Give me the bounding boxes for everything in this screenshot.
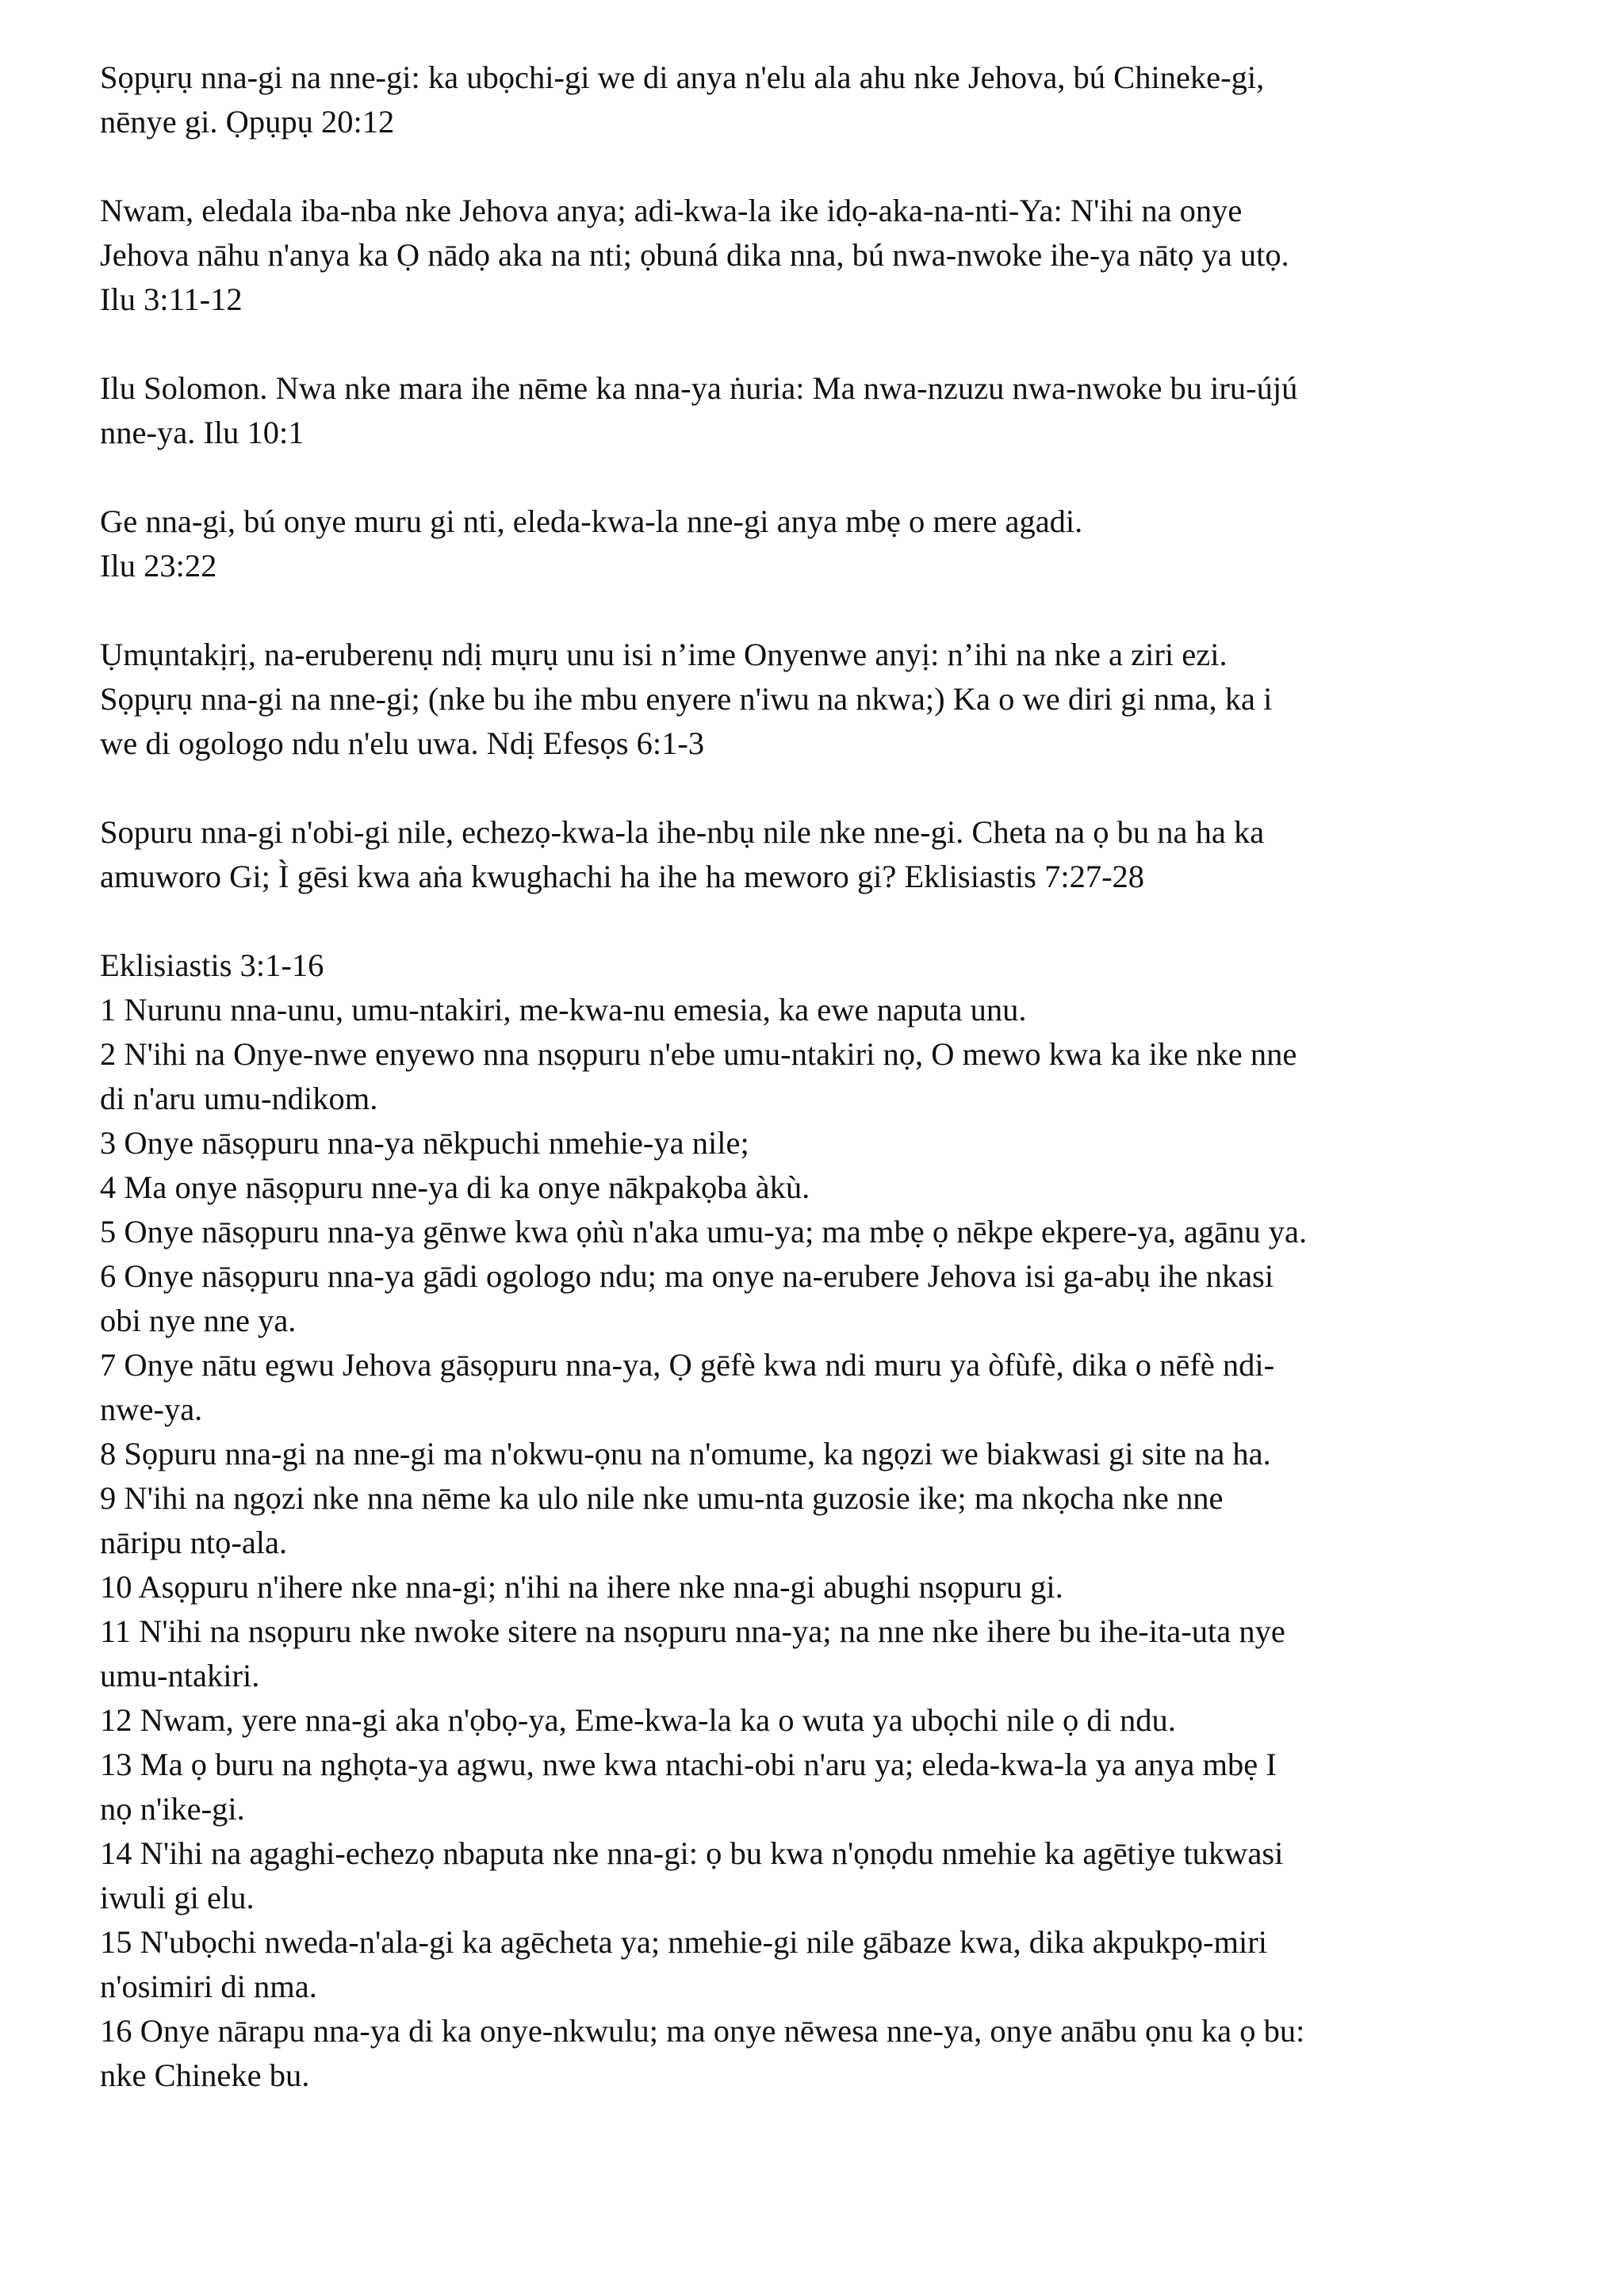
text-line: Ụmụntakịrị, na-eruberenụ ndị mụrụ unu isi n’ime Onyenwe anyị: n’ihi na nke a ziri ezi. [100, 637, 1228, 672]
verse-line: 10 Asọpuru n'ihere nke nna-gi; n'ihi na ihere nke nna-gi abughi nsọpuru gi. [100, 1569, 1063, 1605]
verse-line: 12 Nwam, yere nna-gi aka n'ọbọ-ya, Eme-kwa-la ka o wuta ya ubọchi nile ọ di ndu. [100, 1702, 1176, 1738]
text-line: nne-ya. Ilu 10:1 [100, 415, 304, 450]
verse-line: nke Chineke bu. [100, 2057, 310, 2093]
text-line: Jehova nāhu n'anya ka Ọ nādọ aka na nti; ọbuná dika nna, bú nwa-nwoke ihe-ya nātọ ya utọ. [100, 237, 1289, 273]
verse-line: 13 Ma ọ buru na nghọta-ya agwu, nwe kwa ntachi-obi n'aru ya; eleda-kwa-la ya anya mbẹ I [100, 1747, 1277, 1782]
paragraph-proverbs-3 [100, 189, 1559, 322]
verse-line: di n'aru umu-ndikom. [100, 1081, 378, 1116]
text-line: Sopuru nna-gi n'obi-gi nile, echezọ-kwa-la ihe-nbụ nile nke nne-gi. Cheta na ọ bu na ha ka [100, 814, 1265, 850]
paragraph-ecclesiasticus-7 [100, 810, 1559, 899]
verse-line: 4 Ma onye nāsọpuru nne-ya di ka onye nākpakọba àkù. [100, 1169, 810, 1205]
paragraph-proverbs-10 [100, 366, 1559, 455]
verse-line: 15 N'ubọchi nweda-n'ala-gi ka agēcheta ya; nmehie-gi nile gābaze kwa, dika akpukpọ-miri [100, 1924, 1268, 1960]
text-line: nēnye gi. Ọpụpụ 20:12 [100, 104, 395, 140]
document-page [100, 55, 1559, 2098]
verse-line: iwuli gi elu. [100, 1880, 255, 1915]
verse-line: nọ n'ike-gi. [100, 1791, 245, 1827]
verse-line: nāripu ntọ-ala. [100, 1525, 288, 1560]
verse-line: 7 Onye nātu egwu Jehova gāsọpuru nna-ya, Ọ gēfè kwa ndi muru ya òfùfè, dika o nēfè ndi- [100, 1347, 1275, 1383]
verse-line: obi nye nne ya. [100, 1303, 297, 1338]
verse-line: 6 Onye nāsọpuru nna-ya gādi ogologo ndu; ma onye na-erubere Jehova isi ga-abụ ihe nkasi [100, 1258, 1274, 1294]
text-line: Ge nna-gi, bú onye muru gi nti, eleda-kwa-la nne-gi anya mbẹ o mere agadi. [100, 503, 1083, 539]
verse-line: 8 Sọpuru nna-gi na nne-gi ma n'okwu-ọnu na n'omume, ka ngọzi we biakwasi gi site na ha. [100, 1436, 1271, 1471]
paragraph-exodus [100, 55, 1559, 144]
verse-line: 16 Onye nārapu nna-ya di ka onye-nkwulu; ma onye nēwesa nne-ya, onye anābu ọnu ka ọ bu: [100, 2013, 1305, 2049]
verse-line: 5 Onye nāsọpuru nna-ya gēnwe kwa ọṅù n'aka umu-ya; ma mbẹ ọ nēkpe ekpere-ya, agānu ya. [100, 1214, 1308, 1249]
text-line: amuworo Gi; Ì gēsi kwa aṅa kwughachi ha ihe ha meworo gi? Eklisiastis 7:27-28 [100, 859, 1145, 894]
text-line: Ilu Solomon. Nwa nke mara ihe nēme ka nna-ya ṅuria: Ma nwa-nzuzu nwa-nwoke bu iru-újú [100, 370, 1298, 406]
text-line: we di ogologo ndu n'elu uwa. Ndị Efesọs 6:1-3 [100, 725, 705, 761]
verse-line: umu-ntakiri. [100, 1658, 260, 1693]
verse-list-ecclesiasticus-3 [100, 943, 1559, 2098]
section-heading: Eklisiastis 3:1-16 [100, 947, 324, 983]
text-line: Ilu 23:22 [100, 548, 217, 584]
text-line: Sọpụrụ nna-gi na nne-gi: ka ubọchi-gi we di anya n'elu ala ahu nke Jehova, bú Chineke-gi, [100, 59, 1265, 95]
verse-line: 11 N'ihi na nsọpuru nke nwoke sitere na nsọpuru nna-ya; na nne nke ihere bu ihe-ita-uta nye [100, 1613, 1285, 1649]
text-line: Sọpụrụ nna-gi na nne-gi; (nke bu ihe mbu enyere n'iwu na nkwa;) Ka o we diri gi nma, ka i [100, 681, 1273, 717]
text-line: Nwam, eledala iba-nba nke Jehova anya; adi-kwa-la ike idọ-aka-na-nti-Ya: N'ihi na onye [100, 193, 1243, 228]
text-line: Ilu 3:11-12 [100, 281, 243, 317]
paragraph-proverbs-23 [100, 499, 1559, 588]
verse-line: n'osimiri di nma. [100, 1969, 317, 2004]
verse-line: nwe-ya. [100, 1391, 203, 1427]
verse-line: 3 Onye nāsọpuru nna-ya nēkpuchi nmehie-ya nile; [100, 1125, 749, 1161]
verse-line: 2 N'ihi na Onye-nwe enyewo nna nsọpuru n'ebe umu-ntakiri nọ, O mewo kwa ka ike nke nne [100, 1036, 1297, 1072]
paragraph-ephesians [100, 633, 1559, 766]
verse-line: 14 N'ihi na agaghi-echezọ nbaputa nke nna-gi: ọ bu kwa n'ọnọdu nmehie ka agētiye tukwasi [100, 1835, 1284, 1871]
verse-line: 9 N'ihi na ngọzi nke nna nēme ka ulo nile nke umu-nta guzosie ike; ma nkọcha nke nne [100, 1480, 1224, 1516]
verse-line: 1 Nurunu nna-unu, umu-ntakiri, me-kwa-nu emesia, ka ewe naputa unu. [100, 992, 1027, 1027]
